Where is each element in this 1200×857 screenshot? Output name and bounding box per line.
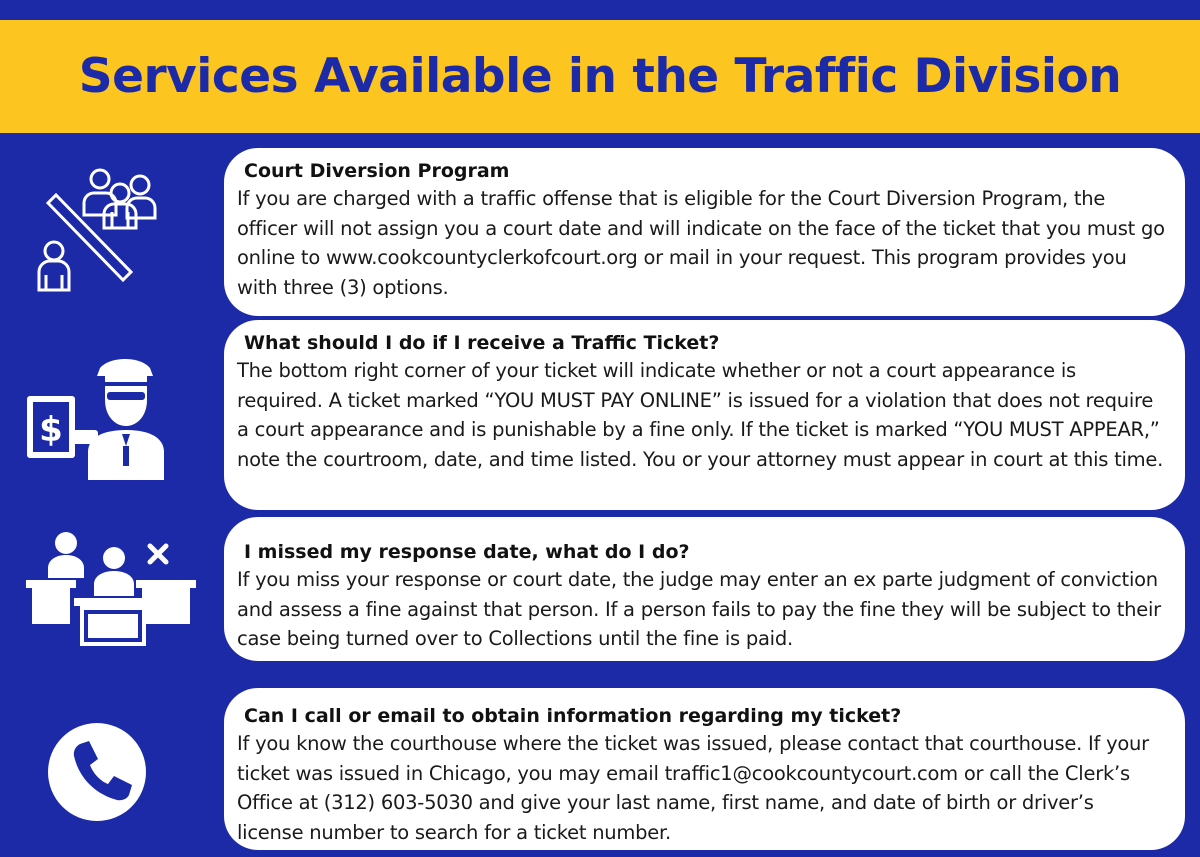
section-body: If you miss your response or court date, the judge may enter an ex parte judgment of conviction and assess a fine against that person. If a person fails to pay the fine they will be subject to their case being turned over to Collections until the fine is paid. (237, 568, 1161, 650)
no-crowd-icon (32, 163, 167, 298)
section-body: The bottom right corner of your ticket will indicate whether or not a court appearance is required. A ticket marked “YOU MUST PAY ONLINE” is issued for a violation that does not require a court appearance and is punishable by a fine only. If the ticket is marked “YOU MUST APPEAR,” note the courtroom, date, and time listed. You or your attorney must appear in court at this time. (237, 359, 1164, 471)
section-card (224, 688, 1185, 850)
section-card (224, 320, 1185, 510)
page-title: Services Available in the Traffic Division (78, 49, 1122, 104)
section-card (224, 148, 1185, 316)
top-strip (0, 0, 1200, 20)
title-banner (0, 20, 1200, 133)
officer-ticket-icon (24, 350, 179, 480)
section-heading: Can I call or email to obtain information regarding my ticket? (244, 705, 902, 727)
missed-appointment-icon (24, 530, 199, 650)
section-heading: I missed my response date, what do I do? (244, 541, 690, 563)
section-body: If you know the courthouse where the ticket was issued, please contact that courthouse. If your ticket was issued in Chicago, you may email traffic1@cookcountycourt.com or call the Clerk’s Office at (312) 603-5030 and give your last name, first name, and date of birth or driver’s license number to search for a ticket number. (237, 732, 1149, 844)
phone-icon (47, 722, 147, 822)
section-card (224, 517, 1185, 661)
section-heading: What should I do if I receive a Traffic Ticket? (244, 332, 720, 354)
svg-text:$: $ (39, 410, 63, 450)
section-heading: Court Diversion Program (244, 160, 510, 182)
section-body: If you are charged with a traffic offense that is eligible for the Court Diversion Program, the officer will not assign you a court date and will indicate on the face of the ticket that you must go online to www.cookcountyclerkofcourt.org or mail in your request. This program provides you with three (3) options. (237, 187, 1165, 299)
